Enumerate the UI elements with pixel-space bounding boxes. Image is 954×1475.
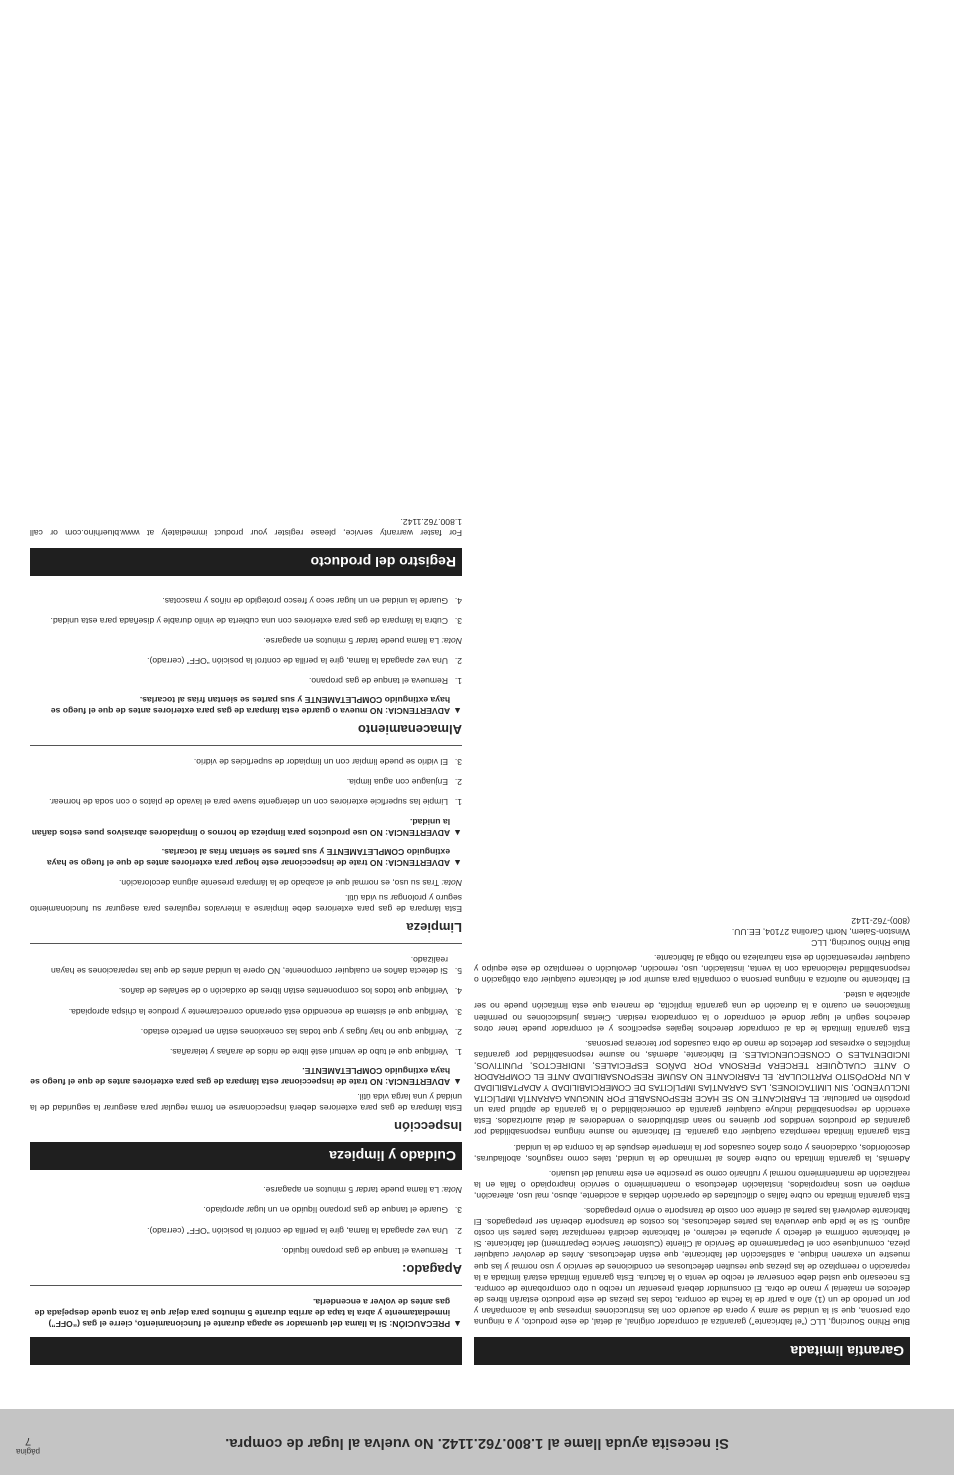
note-apagado: Nota: La llama puede tardar 5 minutos en apagarse. [263, 1185, 462, 1196]
list-item: 2. Una vez apagada la llama, gire la perilla de control la posición “OFF” (cerrado). [147, 1225, 462, 1236]
list-item: 1. Limpie las superficie exteriores con un detergente suave para el lavado de platos o con soda de hornear. [49, 797, 462, 808]
warning-triangle-icon: ▲ [453, 827, 462, 838]
list-apagado [30, 1204, 462, 1255]
divider [30, 745, 462, 746]
list-almacenamiento [30, 655, 462, 686]
list-limpieza [30, 756, 462, 807]
caution-text: PRECAUCIÓN: Si la llama del quemador se apaga durante el funcionamiento, cierre el gas (“OFF”) inmediatamente y abra la tapa de arriba durante 5 minutos para dejar que la zona quede despejada de gas antes de volver a encenderla. [34, 1296, 451, 1329]
list-almacenamiento-cont [30, 594, 462, 625]
warning-triangle-icon: ▲ [453, 1319, 462, 1329]
warranty-paragraph: Esta garantía limitada no cubre fallas o dificultades de operación debidas a accidente, abuso, mal uso, alteración, empleo en usos inapropiados, instalación defectuosa o mantenimiento o servicio inapropiado o falla en la realización de mantenimiento normal y rutinario como se prescribe en este manual del usuario. [474, 1168, 910, 1201]
warning-triangle-icon: ▲ [453, 706, 462, 717]
warranty-paragraph: Además, la garantía limitada no cubre daños al terminado de la unidad, tales como rasguños, abolladuras, descoloridos, oxidaciones y otros daños causados por la intemperie después de la compra de la unidad. [474, 1142, 910, 1164]
list-item: 2. Enjuague con agua limpia. [346, 777, 462, 788]
section-band-registro: Registro del producto [30, 548, 462, 576]
heading-inspeccion: Inspección [394, 1119, 462, 1135]
company-address [474, 915, 910, 948]
address-line: Winston-Salem, North Carolina 27104, EE.UU. [731, 926, 910, 937]
section-band-garantia: Garantía limitada [474, 1337, 910, 1365]
inspeccion-intro: Esta lámpara de gas para exteriores deberá inspeccionarse en forma regular para asegurar la seguridad de la unidad y una larga vida útil. [30, 1092, 462, 1114]
section-band-blank [30, 1337, 462, 1365]
left-column [474, 915, 910, 1365]
page-number-block [13, 1435, 43, 1457]
heading-apagado: Apagado: [402, 1261, 462, 1277]
list-item: 2. Verifique que no hay fugas y que todas las conexiones están en perfecto estado. [140, 1026, 462, 1037]
warning-triangle-icon: ▲ [453, 1076, 462, 1087]
note-limpieza: Nota: Tras su uso, es normal que el acabado de la lámpara presente alguna decoloración. [118, 877, 462, 888]
note-almacenamiento: Nota: La llama puede tardar 5 minutos en apagarse. [263, 635, 462, 646]
list-item: 1. Remueva el tanque de gas propano líquido. [281, 1245, 462, 1256]
list-item: 3. Guarde el tanque de gas propano líquido en un lugar apropiado. [203, 1205, 462, 1216]
warranty-paragraph: Esta garantía limitada le da al comprador derechos legales específicos y el comprador puede tener otros derechos según el lugar donde el comprador o la compradora residan. Ciertas jurisdicciones no permiten limitaciones en cuanto a la duración de una garantía implícita, de manera que esta limitación puede no ser aplicable a usted. [474, 990, 910, 1034]
list-item: 3. Verifique que el sistema de encendido está operando correctamente y produce la chispa apropiada. [68, 1006, 462, 1017]
help-message: Si necesita ayuda llame al 1.800.762.1142. No vuelva al lugar de compra. [225, 1435, 729, 1451]
warning-triangle-icon: ▲ [453, 857, 462, 868]
list-item: 1. Verifique que el tubo de venturi esté libre de nidos de arañas y telarañas. [169, 1046, 462, 1057]
divider [30, 943, 462, 944]
warning-almacenamiento: ▲ ADVERTENCIA: NO mueva o guarde esta lámpara de gas para exteriores antes de que el fuego se haya extinguido COMPLETAMENTE y sus partes se sientan frías al tocarlas. [50, 695, 462, 717]
divider [30, 1285, 462, 1286]
list-item: 1. Remueva el tanque de gas propano. [308, 675, 462, 686]
right-column [30, 512, 462, 1365]
page-label: página [15, 1447, 41, 1456]
warning-limpieza-2: ▲ ADVERTENCIA: NO use productos para limpieza de hornos o limpiadores abrasivos pues estos dañan la unidad. [31, 816, 462, 838]
footer-bar [0, 1409, 954, 1475]
warning-limpieza-1: ▲ ADVERTENCIA: NO trate de inspeccionar este hogar para exteriores antes de que el fuego se haya extinguido COMPLETAMENTE y sus partes se sientan frías al tocarlas. [47, 846, 462, 868]
warranty-paragraph: El fabricante no autoriza a ninguna persona o compañía para asumir por el fabricante cualquier otra obligación o responsabilidad relacionada con la venta, instalación, uso, remoción, devolución o reemplazo de este equipo y cualquier representación de esta naturaleza no obliga al fabricante. [474, 953, 910, 986]
section-band-cuidado: Cuidado y limpieza [30, 1142, 462, 1170]
warranty-paragraph: Blue Rhino Sourcing, LLC (“el fabricante”) garantiza al comprador original, al detal, de este producto, y a ninguna otra persona, que si la unidad se arma y opera de acuerdo con las instrucciones impresas que la acompañan y por un período de un (1) año a partir de la fecha de compra, todas las piezas de este producto estarán libres de defectos en material y mano de obra. El consumidor deberá presentar un recibo u otro comprobante de compra. Es necesario que usted debe conservar el recibo de venta o la factura. Esta garantía limitada estará limitada a la reparación o reemplazo de las piezas que resulten defectuosas en condiciones de servicio y uso normal y las que muestre un examen indique, a satisfacción del fabricante, que están defectuosas. Antes de devolver cualquier pieza, comuníquese con el Departamento de Servicio al Cliente (Customer Service Department) del fabricante. Si el fabricante confirma el defecto y aprueba el reclamo, el fabricante decidirá reemplazar tales partes sin costo alguno. Si se le pide que devuelva las partes defectuosas, los costos de transporte deberán ser prepagados. El fabricante devolverá las partes al cliente con costo de transporte o envío prepagados. [474, 1206, 910, 1327]
page-number: 7 [24, 1435, 32, 1447]
caution-block [30, 1296, 462, 1329]
warning-inspeccion: ▲ ADVERTENCIA: NO trate de inspeccionar esta lámpara de gas para exteriores antes de que el fuego se haya extinguido COMPLETAMENTE. [30, 1065, 462, 1087]
limpieza-intro: Esta lámpara de gas para exteriores debe limpiarse a intervalos regulares para asegurar su funcionamiento seguro y prolongar su vida útil. [30, 893, 462, 915]
list-item: 2. Una vez apagada la llama, gire la perilla de control la posición “OFF” (cerrado). [147, 655, 462, 666]
address-line: Blue Rhino Sourcing, LLC [811, 938, 910, 948]
list-item: 5. Si detecta daños en cualquier componente, NO opere la unidad antes de que las reparaciones se hayan realizado. [50, 955, 462, 977]
warranty-paragraph: Esta garantía limitada reemplaza cualquier otra garantía. El fabricante no asume ninguna responsabilidad por garantías de productos vendidos por quienes no sean distribuidores o vendedores al detal autorizados. Esta exención de responsabilidad incluye cualquier garantía de comerciabilidad o la garantía de aptitud para un propósito en particular. EL FABRICANTE NO SE HACE RESPONSABLE POR NINGUNA GARANTÍA IMPLÍCITA INCLUYENDO, SIN LIMITACIONES, LAS GARANTÍAS IMPLÍCITAS DE COMERCIABILIDAD Y ADAPTABILIDAD A UN PROPÓSITO PARTICULAR. EL FABRICANTE NO ASUME RESPONSABILIDAD ANTE EL COMPRADOR O ANTE CUALQUIER TERCERA PERSONA POR DAÑOS ESPECIALES, INDIRECTOS, PUNITIVOS, INCIDENTALES O CONSECUENCIALES. El fabricante, además, no asume responsabilidad por garantías implícitas o expresas por defectos de mano de obra causados por terceras personas. [474, 1038, 910, 1138]
address-line: (800)-762-1142 [851, 915, 910, 926]
list-item: 4. Verifique que todos los componentes están libres de oxidación o de señales de daños. [118, 986, 462, 997]
list-item: 4. Guarde la unidad en un lugar seco y fresco protegido de niños y mascotas. [162, 595, 462, 606]
registro-text: For faster warranty service, please register your product immediately at www.bluerhino.com or call 1.800.762.1142. [30, 517, 462, 539]
list-item: 3. El vidrio se puede limpiar con un limpiador de superficies de vidrio. [193, 757, 462, 768]
list-item: 3. Cubra la lámpara de gas para exteriores con una cubierta de vinilo durable y diseñada para esta unidad. [50, 615, 462, 626]
list-inspeccion [30, 954, 462, 1057]
heading-limpieza: Limpieza [406, 920, 462, 936]
heading-almacenamiento: Almacenamiento [357, 722, 462, 738]
